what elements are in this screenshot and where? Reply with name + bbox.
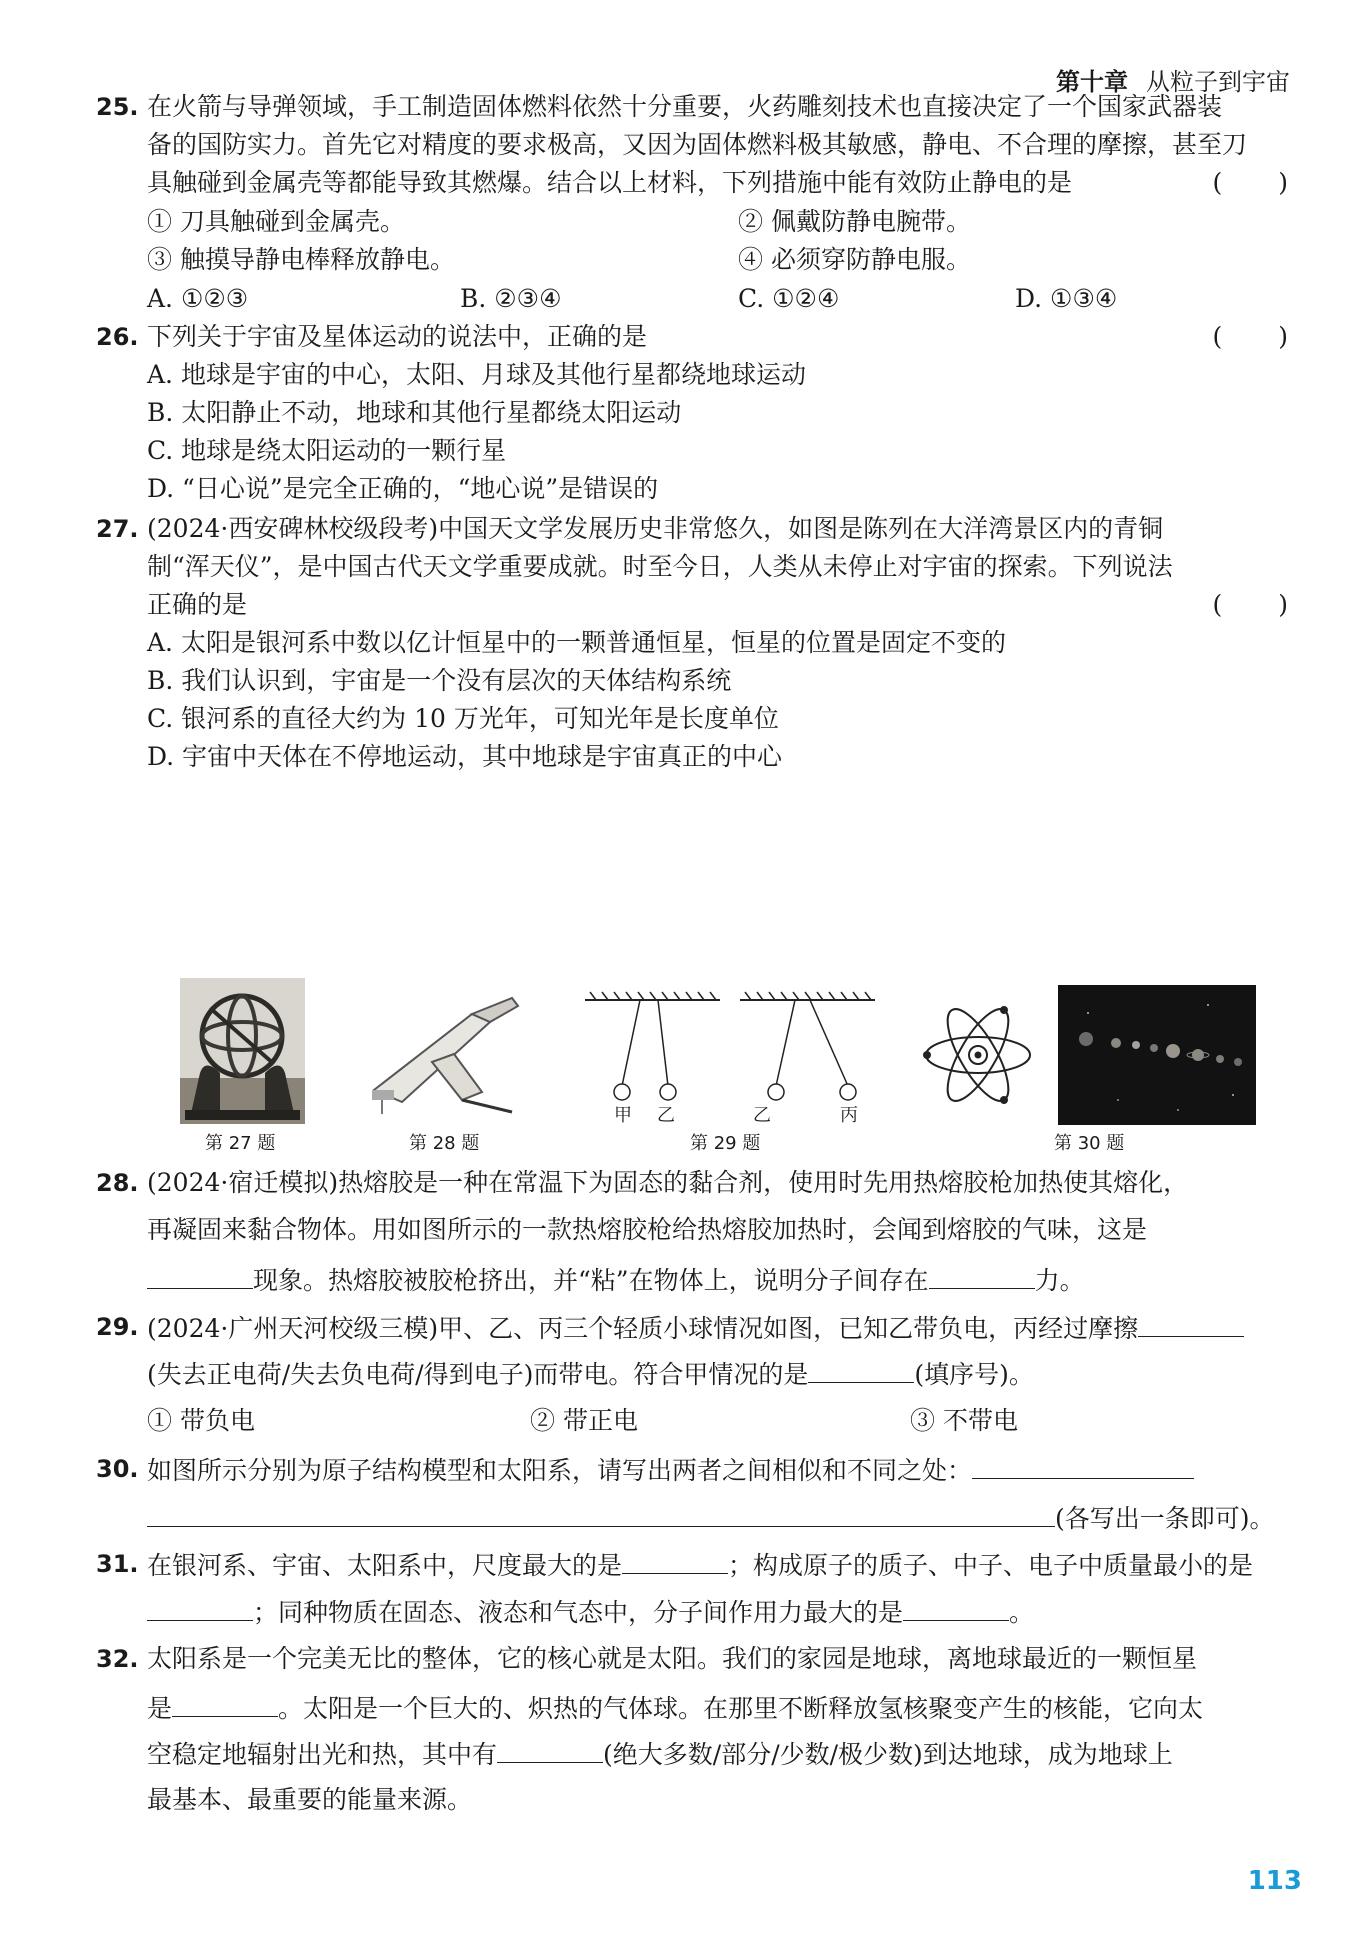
option-b: B. 我们认识到，宇宙是一个没有层次的天体结构系统 [147, 666, 732, 695]
question-29-text-a: (失去正电荷/失去负电荷/得到电子)而带电。符合甲情况的是 [147, 1360, 809, 1389]
option-c: C. ①②④ [738, 284, 840, 313]
answer-parentheses: ( ) [1212, 322, 1290, 351]
choice-3: ③ 不带电 [910, 1406, 1018, 1435]
option-a: A. ①②③ [147, 284, 249, 313]
question-31-text-d: 。 [1009, 1598, 1035, 1627]
figure-27-caption: 第 27 题 [205, 1133, 276, 1154]
question-31-line-1 [147, 1547, 1253, 1583]
answer-blank[interactable] [929, 1262, 1035, 1289]
question-30-number: 30. [96, 1455, 139, 1483]
option-c: C. 地球是绕太阳运动的一颗行星 [147, 436, 507, 465]
question-32-line-4: 最基本、最重要的能量来源。 [147, 1785, 473, 1814]
question-28-number: 28. [96, 1169, 139, 1197]
question-32-text-b: 。太阳是一个巨大的、炽热的气体球。在那里不断释放氢核聚变产生的核能，它向太 [278, 1694, 1204, 1723]
question-30-text-b: (各写出一条即可)。 [1055, 1504, 1275, 1533]
ball-label-yi: 乙 [657, 1105, 675, 1126]
ball-label-jia: 甲 [614, 1105, 632, 1126]
question-28-line-3 [147, 1262, 1085, 1298]
option-d: D. ①③④ [1015, 284, 1118, 313]
option-d: D. “日心说”是完全正确的，“地心说”是错误的 [147, 474, 659, 503]
question-28-line-1: (2024·宿迁模拟)热熔胶是一种在常温下为固态的黏合剂，使用时先用热熔胶枪加热使其熔化， [147, 1168, 1189, 1197]
question-30-line-2 [147, 1500, 1275, 1536]
statement-3: ③ 触摸导静电棒释放静电。 [147, 245, 455, 274]
option-b: B. ②③④ [460, 284, 562, 313]
option-c: C. 银河系的直径大约为 10 万光年，可知光年是长度单位 [147, 704, 779, 733]
atom-model-diagram [918, 1000, 1038, 1110]
question-25-line-3: 具触碰到金属壳等都能导致其燃爆。结合以上材料，下列措施中能有效防止静电的是 [147, 168, 1073, 197]
question-31-number: 31. [96, 1550, 139, 1578]
question-28-text-b: 力。 [1034, 1266, 1085, 1295]
question-32-line-3 [147, 1736, 1173, 1772]
choice-2: ② 带正电 [530, 1406, 638, 1435]
answer-blank[interactable] [1138, 1310, 1244, 1337]
answer-blank[interactable] [147, 1500, 1055, 1527]
figure-30-caption: 第 30 题 [1054, 1133, 1125, 1154]
answer-blank[interactable] [147, 1262, 253, 1289]
question-29-line-1 [147, 1310, 1244, 1346]
question-26-line-1: 下列关于宇宙及星体运动的说法中，正确的是 [147, 322, 648, 351]
question-29-line-2 [147, 1356, 1034, 1392]
question-29-text: (2024·广州天河校级三模)甲、乙、丙三个轻质小球情况如图，已知乙带负电，丙经过摩擦 [147, 1314, 1139, 1343]
chapter-number: 第十章 [1056, 68, 1128, 96]
chapter-title: 从粒子到宇宙 [1146, 68, 1290, 96]
question-26-number: 26. [96, 323, 139, 351]
question-31-text-c: ；同种物质在固态、液态和气态中，分子间作用力最大的是 [253, 1598, 904, 1627]
question-32-text-c: 空稳定地辐射出光和热，其中有 [147, 1740, 498, 1769]
answer-blank[interactable] [808, 1356, 914, 1383]
question-30-line-1 [147, 1452, 1194, 1488]
answer-parentheses: ( ) [1212, 168, 1290, 197]
ball-label-bing: 丙 [840, 1105, 858, 1126]
question-28-text-a: 现象。热熔胶被胶枪挤出，并“粘”在物体上，说明分子间存在 [253, 1266, 929, 1295]
hot-glue-gun-photo [362, 992, 527, 1117]
question-27-line-1: (2024·西安碑林校级段考)中国天文学发展历史非常悠久，如图是陈列在大洋湾景区内的青铜 [147, 514, 1164, 543]
answer-blank[interactable] [147, 1594, 253, 1621]
question-27-number: 27. [96, 515, 139, 543]
answer-blank[interactable] [903, 1594, 1009, 1621]
answer-blank[interactable] [972, 1452, 1194, 1479]
ball-label-yi: 乙 [753, 1105, 771, 1126]
question-32-text-d: (绝大多数/部分/少数/极少数)到达地球，成为地球上 [603, 1740, 1173, 1769]
question-29-text-b: (填序号)。 [914, 1360, 1034, 1389]
option-a: A. 太阳是银河系中数以亿计恒星中的一颗普通恒星，恒星的位置是固定不变的 [147, 628, 1006, 657]
figure-29-caption: 第 29 题 [690, 1133, 761, 1154]
option-a: A. 地球是宇宙的中心，太阳、月球及其他行星都绕地球运动 [147, 360, 806, 389]
answer-blank[interactable] [497, 1736, 603, 1763]
question-31-text-b: ；构成原子的质子、中子、电子中质量最小的是 [728, 1551, 1254, 1580]
question-32-text-a: 是 [147, 1694, 173, 1723]
question-25-line-2: 备的国防实力。首先它对精度的要求极高，又因为固体燃料极其敏感，静电、不合理的摩擦，甚至刀 [147, 130, 1248, 159]
question-32-line-2 [147, 1690, 1203, 1726]
question-31-text-a: 在银河系、宇宙、太阳系中，尺度最大的是 [147, 1551, 623, 1580]
solar-system-photo [1058, 985, 1256, 1125]
question-29-number: 29. [96, 1313, 139, 1341]
figure-28-caption: 第 28 题 [409, 1133, 480, 1154]
question-27-line-2: 制“浑天仪”，是中国古代天文学重要成就。时至今日，人类从未停止对宇宙的探索。下列说法 [147, 552, 1173, 581]
answer-blank[interactable] [622, 1547, 728, 1574]
question-25-number: 25. [96, 93, 139, 121]
answer-parentheses: ( ) [1212, 590, 1290, 619]
armillary-sphere-photo [180, 978, 305, 1124]
question-28-line-2: 再凝固来黏合物体。用如图所示的一款热熔胶枪给热熔胶加热时，会闻到熔胶的气味，这是 [147, 1215, 1148, 1244]
answer-blank[interactable] [172, 1690, 278, 1717]
page-number: 113 [1247, 1866, 1302, 1896]
statement-1: ① 刀具触碰到金属壳。 [147, 207, 405, 236]
question-31-line-2 [147, 1594, 1034, 1630]
question-32-number: 32. [96, 1645, 139, 1673]
statement-2: ② 佩戴防静电腕带。 [738, 207, 971, 236]
statement-4: ④ 必须穿防静电服。 [738, 245, 971, 274]
question-32-line-1: 太阳系是一个完美无比的整体，它的核心就是太阳。我们的家园是地球，离地球最近的一颗恒星 [147, 1644, 1198, 1673]
choice-1: ① 带负电 [147, 1406, 255, 1435]
question-27-line-3: 正确的是 [147, 590, 248, 619]
question-25-line-1: 在火箭与导弹领域，手工制造固体燃料依然十分重要，火药雕刻技术也直接决定了一个国家武器装 [147, 92, 1223, 121]
option-b: B. 太阳静止不动，地球和其他行星都绕太阳运动 [147, 398, 682, 427]
option-d: D. 宇宙中天体在不停地运动，其中地球是宇宙真正的中心 [147, 742, 783, 771]
question-30-text: 如图所示分别为原子结构模型和太阳系，请写出两者之间相似和不同之处： [147, 1456, 973, 1485]
